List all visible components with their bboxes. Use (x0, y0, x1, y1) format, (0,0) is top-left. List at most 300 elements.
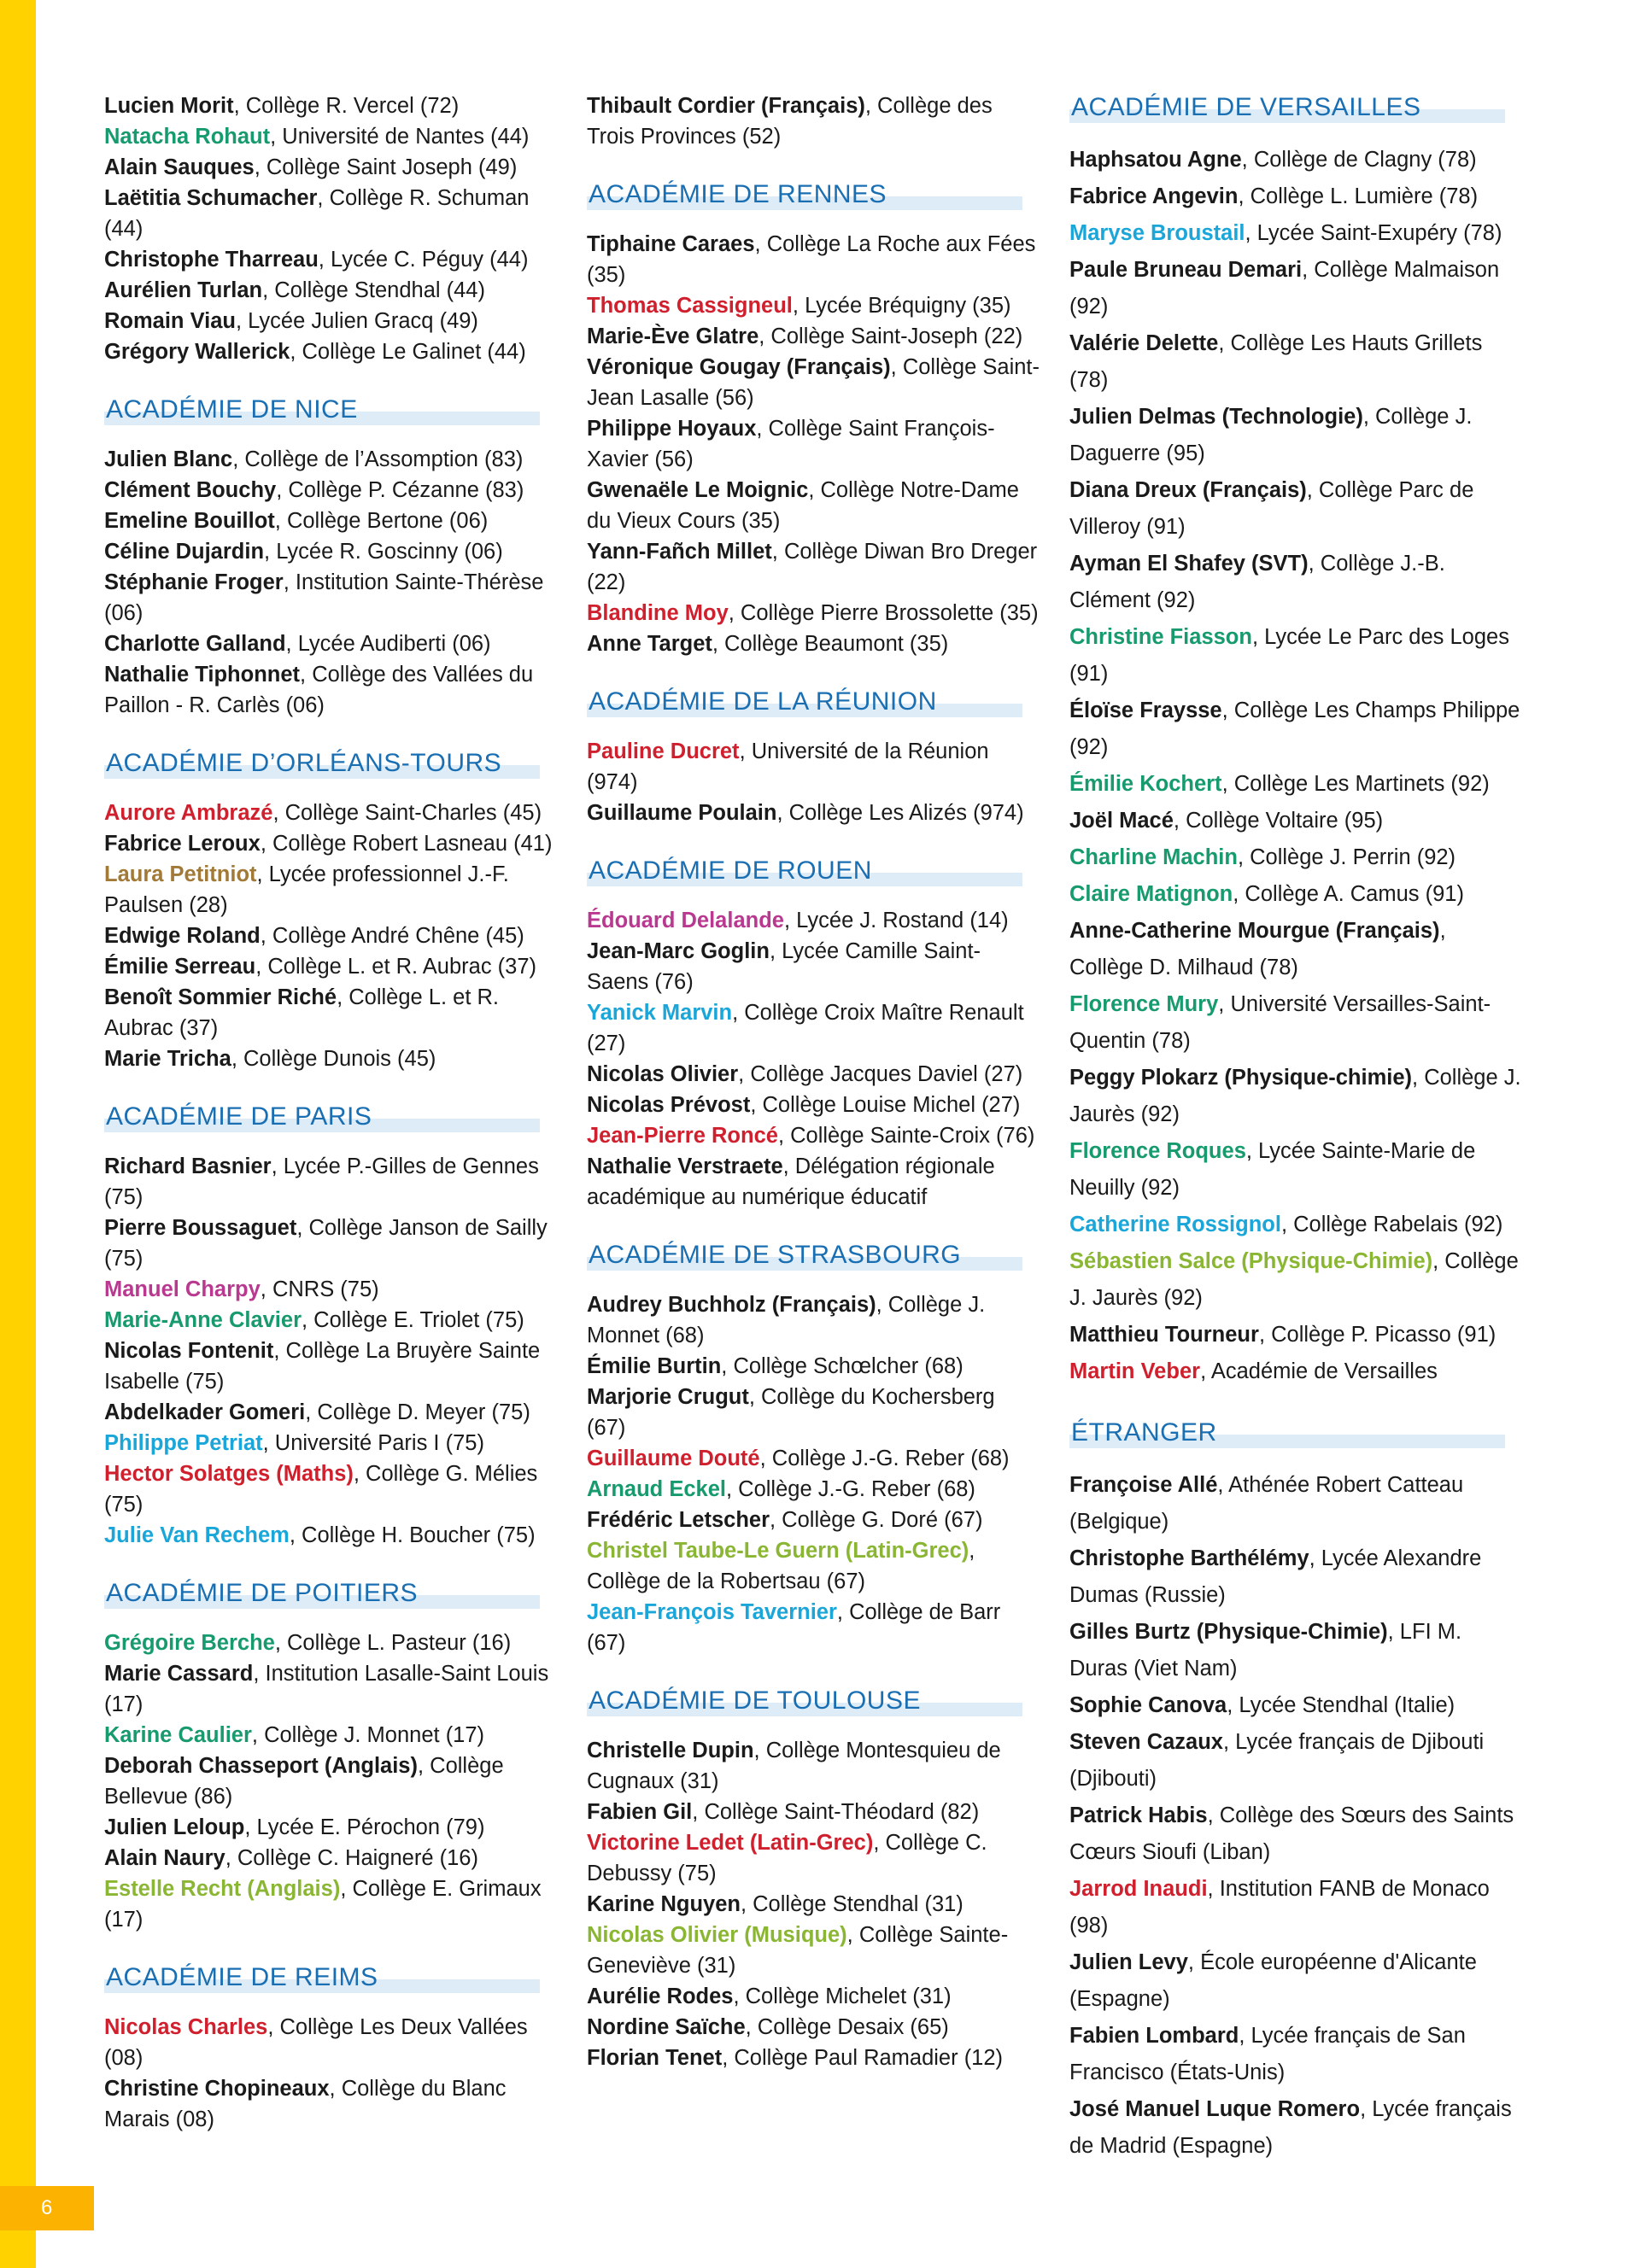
contributor-affiliation: , Collège J.-B. Clément (92) (1069, 552, 1445, 612)
contributor-entry (104, 444, 557, 475)
contributor-name: Christine Fiasson (1069, 625, 1252, 649)
contributor-affiliation: , Collège Robert Lasneau (41) (260, 832, 553, 856)
contributor-affiliation: , Lycée R. Goscinny (06) (264, 540, 503, 564)
contributor-entry (104, 628, 557, 659)
contributor-name: Karine Caulier (104, 1723, 252, 1747)
academy-section (104, 1576, 557, 1935)
contributor-entry (104, 506, 557, 536)
contributor-affiliation: , Lycée Bréquigny (35) (792, 294, 1011, 318)
contributor-entry (1069, 1467, 1522, 1540)
contributor-affiliation: , Université de Nantes (44) (270, 125, 530, 149)
contributor-name: Aurore Ambrazé (104, 801, 273, 825)
contributor-affiliation: , Collège J. Jaurès (92) (1069, 1249, 1519, 1310)
contributor-affiliation: , Collège Bellevue (86) (104, 1754, 504, 1809)
contributor-entry (1069, 619, 1522, 693)
contributor-affiliation: , Collège D. Milhaud (78) (1069, 919, 1446, 979)
section-heading (1069, 1416, 1522, 1450)
contributor-entry (104, 536, 557, 567)
contributor-name: Nathalie Tiphonnet (104, 663, 301, 687)
contributor-affiliation: , Institution Lasalle-Saint Louis (17) (104, 1662, 549, 1716)
contributor-entry (104, 2012, 557, 2073)
contributor-name: Richard Basnier (104, 1154, 272, 1178)
contributor-name: Florence Roques (1069, 1139, 1246, 1163)
contributor-affiliation: , Université Paris I (75) (262, 1431, 484, 1455)
academy-section (587, 1238, 1040, 1658)
section-heading (104, 746, 557, 780)
contributor-name: Catherine Rossignol (1069, 1213, 1281, 1236)
contributor-affiliation: , CNRS (75) (260, 1277, 379, 1301)
contributor-name: Diana Dreux (Français) (1069, 478, 1307, 502)
contributor-entry (587, 352, 1040, 413)
contributor-entry (104, 828, 557, 859)
contributor-affiliation: , LFI M. Duras (Viet Nam) (1069, 1620, 1462, 1681)
contributor-name: Natacha Rohaut (104, 125, 271, 149)
contributor-entry (587, 1351, 1040, 1382)
contributor-name: Éloïse Fraysse (1069, 699, 1222, 722)
contributor-entry (104, 1305, 557, 1336)
contributor-entry (104, 275, 557, 306)
contributor-entry (587, 1289, 1040, 1351)
contributor-name: Pauline Ducret (587, 739, 740, 763)
contributor-entry (1069, 986, 1522, 1060)
contributor-entry (104, 1458, 557, 1520)
contributor-affiliation: , Collège Les Alizés (974) (776, 801, 1024, 825)
contributor-entry (587, 413, 1040, 475)
section-heading (587, 1684, 1040, 1718)
contributor-affiliation: , Université de la Réunion (974) (587, 739, 989, 794)
contributor-name: Gwenaële Le Moignic (587, 478, 809, 502)
contributor-affiliation: , Collège Bertone (06) (274, 509, 489, 533)
contributor-name: Arnaud Eckel (587, 1477, 726, 1501)
contributor-name: Charlotte Galland (104, 632, 286, 656)
contributor-name: Haphsatou Agne (1069, 148, 1242, 172)
academy-section (587, 1684, 1040, 2073)
contributor-entry (587, 1597, 1040, 1658)
contributor-entry (104, 1397, 557, 1428)
contributor-name: Tiphaine Caraes (587, 232, 755, 256)
contributor-affiliation: , Collège du Blanc Marais (08) (104, 2077, 507, 2131)
contributor-entry (104, 1213, 557, 1274)
contributor-entry (587, 905, 1040, 936)
contributor-name: José Manuel Luque Romero (1069, 2097, 1361, 2121)
contributor-affiliation: , Collège Stendhal (31) (740, 1892, 964, 1916)
contributor-entry (587, 598, 1040, 628)
contributor-name: Peggy Plokarz (Physique-chimie) (1069, 1066, 1413, 1090)
academy-section (587, 685, 1040, 828)
contributor-entry (587, 798, 1040, 828)
contributor-affiliation: , Collège P. Picasso (91) (1258, 1323, 1496, 1347)
contributor-name: Yanick Marvin (587, 1001, 733, 1025)
contributor-entry (1069, 325, 1522, 399)
contributor-entry (1069, 1243, 1522, 1317)
contributor-name: Christine Chopineaux (104, 2077, 330, 2101)
contributor-name: Jean-François Tavernier (587, 1600, 837, 1624)
contributor-name: Lucien Morit (104, 94, 234, 118)
contributor-entry (587, 229, 1040, 290)
contributor-affiliation: , Collège Saint Joseph (49) (254, 155, 518, 179)
contributor-affiliation: , Collège Les Hauts Grillets (78) (1069, 331, 1483, 392)
contributor-affiliation: , Collège Les Deux Vallées (08) (104, 2015, 528, 2070)
contributor-entry (1069, 766, 1522, 803)
contributor-entry (587, 1505, 1040, 1535)
contributor-affiliation: , Collège R. Schuman (44) (104, 186, 530, 241)
section-heading (104, 1576, 557, 1610)
contributor-entry (1069, 1871, 1522, 1944)
contributor-name: Florence Mury (1069, 992, 1219, 1016)
contributor-entry (1069, 2018, 1522, 2091)
section-title: ACADÉMIE D’ORLÉANS-TOURS (106, 749, 502, 777)
contributor-entry (1069, 913, 1522, 986)
contributor-name: Nicolas Prévost (587, 1093, 751, 1117)
contributor-name: Émilie Serreau (104, 955, 256, 979)
contributor-entry (104, 1812, 557, 1843)
contributor-name: Manuel Charpy (104, 1277, 261, 1301)
contributor-affiliation: , Collège Beaumont (35) (712, 632, 949, 656)
contributor-name: Laëtitia Schumacher (104, 186, 318, 210)
contributor-name: Fabrice Angevin (1069, 184, 1239, 208)
contributor-name: Emeline Bouillot (104, 509, 275, 533)
contributor-name: Guillaume Poulain (587, 801, 777, 825)
section-heading (104, 393, 557, 427)
contributor-name: Blandine Moy (587, 601, 729, 625)
contributor-affiliation: , Collège C. Debussy (75) (587, 1831, 987, 1885)
contributor-entry (587, 290, 1040, 321)
contributor-entry (587, 1120, 1040, 1151)
contributor-affiliation: , Collège La Bruyère Sainte Isabelle (75) (104, 1339, 541, 1394)
section-title: ACADÉMIE DE TOULOUSE (589, 1686, 921, 1715)
contributor-name: Gilles Burtz (Physique-Chimie) (1069, 1620, 1388, 1644)
contributor-name: Nordine Saïche (587, 2015, 746, 2039)
contributor-name: Hector Solatges (Maths) (104, 1462, 354, 1486)
contributor-entry (104, 1151, 557, 1213)
section-heading (1069, 91, 1522, 125)
contributor-entry (104, 475, 557, 506)
academy-section (587, 91, 1040, 152)
section-title: ACADÉMIE DE RENNES (589, 180, 887, 208)
contributor-name: Julien Levy (1069, 1950, 1188, 1974)
contributor-name: Fabien Lombard (1069, 2024, 1239, 2048)
academy-section (587, 854, 1040, 1213)
contributor-affiliation: , Athénée Robert Catteau (Belgique) (1069, 1473, 1464, 1534)
contributor-name: Christophe Barthélémy (1069, 1546, 1309, 1570)
contributor-name: Grégoire Berche (104, 1631, 275, 1655)
contributor-affiliation: , Lycée Julien Gracq (49) (235, 309, 478, 333)
academy-section (1069, 91, 1522, 1390)
contributor-name: Philippe Hoyaux (587, 417, 757, 441)
section-title: ACADÉMIE DE VERSAILLES (1071, 93, 1421, 121)
contributor-entry (1069, 1944, 1522, 2018)
contributor-entry (1069, 178, 1522, 215)
contributor-entry (1069, 1353, 1522, 1390)
contributor-name: Anne Target (587, 632, 712, 656)
contributor-affiliation: , Lycée Le Parc des Loges (91) (1069, 625, 1509, 686)
contributor-name: Julie Van Rechem (104, 1523, 290, 1547)
contributor-entry (104, 2073, 557, 2135)
contributor-affiliation: , Lycée J. Rostand (14) (783, 909, 1009, 932)
contributor-name: Nicolas Fontenit (104, 1339, 274, 1363)
contributor-entry (104, 1751, 557, 1812)
contributor-entry (587, 1443, 1040, 1474)
section-heading (587, 685, 1040, 719)
contributor-entry (104, 152, 557, 183)
contributor-name: Aurélien Turlan (104, 278, 263, 302)
contributor-name: Véronique Gougay (Français) (587, 355, 891, 379)
contributor-name: Patrick Habis (1069, 1803, 1208, 1827)
contributor-affiliation: , Institution FANB de Monaco (98) (1069, 1877, 1490, 1938)
contributor-name: Deborah Chasseport (Anglais) (104, 1754, 418, 1778)
contributor-entry (587, 1474, 1040, 1505)
contributor-affiliation: , Collège Diwan Bro Dreger (22) (587, 540, 1038, 594)
contributor-entry (104, 951, 557, 982)
contributor-affiliation: , Collège L. Lumière (78) (1238, 184, 1479, 208)
contributor-name: Fabrice Leroux (104, 832, 261, 856)
contributor-entry (1069, 142, 1522, 178)
contributor-name: Julien Blanc (104, 447, 233, 471)
contributor-name: Edwige Roland (104, 924, 261, 948)
contributor-name: Julien Delmas (Technologie) (1069, 405, 1363, 429)
contributor-affiliation: , Lycée Sainte-Marie de Neuilly (92) (1069, 1139, 1476, 1200)
contributor-affiliation: , Collège Janson de Sailly (75) (104, 1216, 548, 1271)
contributor-entry (104, 798, 557, 828)
section-heading (104, 1961, 557, 1995)
contributor-affiliation: , Collège Le Galinet (44) (290, 340, 526, 364)
contributor-entry (104, 306, 557, 336)
contributor-affiliation: , Collège J. Monnet (68) (587, 1293, 986, 1347)
contributor-entry (1069, 803, 1522, 839)
contributor-affiliation: , Collège G. Doré (67) (770, 1508, 983, 1532)
contributor-affiliation: , Collège de l’Assomption (83) (232, 447, 524, 471)
contributor-entry (104, 1658, 557, 1720)
contributor-affiliation: , École européenne d'Alicante (Espagne) (1069, 1950, 1477, 2011)
section-title: ÉTRANGER (1071, 1418, 1217, 1447)
section-title: ACADÉMIE DE LA RÉUNION (589, 687, 937, 716)
contributor-name: Marie-Ève Glatre (587, 324, 759, 348)
contributor-affiliation: , Collège Michelet (31) (733, 1984, 952, 2008)
contributor-entry (587, 1920, 1040, 1981)
contributor-affiliation: , Lycée C. Péguy (44) (318, 248, 529, 272)
contributor-affiliation: , Université Versailles-Saint-Quentin (78) (1069, 992, 1491, 1053)
contributor-affiliation: , Lycée E. Pérochon (79) (244, 1815, 485, 1839)
contributor-entry (587, 1889, 1040, 1920)
contributor-affiliation: , Collège André Chêne (45) (260, 924, 524, 948)
contributor-entry (104, 1043, 557, 1074)
contributor-name: Alain Naury (104, 1846, 226, 1870)
contributor-name: Sophie Canova (1069, 1693, 1227, 1717)
contributor-entry (1069, 252, 1522, 325)
contributor-affiliation: , Collège J. Daguerre (95) (1069, 405, 1473, 465)
contributor-entry (587, 628, 1040, 659)
contributor-affiliation: , Collège R. Vercel (72) (233, 94, 460, 118)
contributor-affiliation: , Collège Les Martinets (92) (1221, 772, 1490, 796)
contributor-affiliation: , Lycée Stendhal (Italie) (1227, 1693, 1456, 1717)
contributor-affiliation: , Collège de la Robertsau (67) (587, 1539, 975, 1593)
section-title: ACADÉMIE DE STRASBOURG (589, 1241, 962, 1269)
contributor-affiliation: , Collège Desaix (65) (745, 2015, 949, 2039)
contributor-affiliation: , Lycée Alexandre Dumas (Russie) (1069, 1546, 1482, 1607)
contributor-entry (1069, 1724, 1522, 1797)
contributor-affiliation: , Collège E. Triolet (75) (302, 1308, 524, 1332)
contributor-entry (1069, 1317, 1522, 1353)
contributor-name: Nathalie Verstraete (587, 1154, 783, 1178)
contributor-entry (104, 1628, 557, 1658)
contributor-entry (587, 91, 1040, 152)
contributor-entry (587, 1797, 1040, 1827)
contributor-affiliation: , Lycée français de Djibouti (Djibouti) (1069, 1730, 1485, 1791)
contributor-name: Jean-Marc Goglin (587, 939, 770, 963)
contributor-entry (104, 1720, 557, 1751)
contributor-name: Grégory Wallerick (104, 340, 290, 364)
contributor-name: Céline Dujardin (104, 540, 265, 564)
contributor-entry (587, 1535, 1040, 1597)
contributor-name: Victorine Ledet (Latin-Grec) (587, 1831, 874, 1855)
contributor-name: Abdelkader Gomeri (104, 1400, 306, 1424)
contributor-entry (587, 1382, 1040, 1443)
contributor-affiliation: , Collège Stendhal (44) (262, 278, 485, 302)
contributor-name: Claire Matignon (1069, 882, 1233, 906)
contributor-entry (1069, 1614, 1522, 1687)
contributor-name: Jarrod Inaudi (1069, 1877, 1208, 1901)
contributor-name: Julien Leloup (104, 1815, 245, 1839)
contributor-affiliation: , Collège Pierre Brossolette (35) (728, 601, 1039, 625)
contributor-name: Marie Tricha (104, 1047, 231, 1071)
contributor-entry (104, 121, 557, 152)
contributor-entry (1069, 693, 1522, 766)
contributor-name: Édouard Delalande (587, 909, 784, 932)
contributor-affiliation: , Délégation régionale académique au numérique éducatif (587, 1154, 995, 1209)
contributor-entry (587, 536, 1040, 598)
yellow-side-bar (0, 0, 36, 2268)
contributor-entry (587, 1981, 1040, 2012)
section-heading (587, 178, 1040, 212)
contributor-affiliation: , Lycée français de Madrid (Espagne) (1069, 2097, 1512, 2158)
academy-section (587, 178, 1040, 659)
contributor-affiliation: , Collège J.-G. Reber (68) (759, 1447, 1010, 1470)
contributor-affiliation: , Collège Saint-Joseph (22) (758, 324, 1023, 348)
contributor-affiliation: , Collège Rabelais (92) (1280, 1213, 1503, 1236)
contributor-name: Émilie Kochert (1069, 772, 1222, 796)
contributor-name: Matthieu Tourneur (1069, 1323, 1259, 1347)
contributor-name: Christelle Dupin (587, 1739, 754, 1762)
contributor-entry (104, 567, 557, 628)
contributor-name: Sébastien Salce (Physique-Chimie) (1069, 1249, 1433, 1273)
contributor-name: Ayman El Shafey (SVT) (1069, 552, 1309, 576)
contributor-affiliation: , Lycée Saint-Exupéry (78) (1245, 221, 1502, 245)
contributor-affiliation: , Collège Jacques Daviel (27) (738, 1062, 1023, 1086)
contributor-affiliation: , Académie de Versailles (1200, 1359, 1438, 1383)
contributor-affiliation: , Collège de Barr (67) (587, 1600, 1001, 1655)
contributor-affiliation: , Collège Paul Ramadier (12) (722, 2046, 1004, 2070)
section-title: ACADÉMIE DE ROUEN (589, 856, 872, 885)
column-2 (587, 91, 1040, 2073)
contributor-name: Marie Cassard (104, 1662, 254, 1686)
contributor-affiliation: , Collège Sainte-Croix (76) (777, 1124, 1035, 1148)
column-1 (104, 91, 557, 2135)
contributor-entry (587, 1827, 1040, 1889)
contributor-entry (104, 1274, 557, 1305)
academy-section (1069, 1416, 1522, 2165)
contributor-affiliation: , Collège J. Jaurès (92) (1069, 1066, 1521, 1126)
contributor-affiliation: , Collège Montesquieu de Cugnaux (31) (587, 1739, 1001, 1793)
contributor-name: Aurélie Rodes (587, 1984, 734, 2008)
contributor-affiliation: , Collège Croix Maître Renault (27) (587, 1001, 1024, 1055)
contributor-name: Maryse Broustail (1069, 221, 1245, 245)
contributor-entry (104, 1843, 557, 1873)
contributor-entry (1069, 1540, 1522, 1614)
contributor-name: Marie-Anne Clavier (104, 1308, 302, 1332)
contributor-affiliation: , Collège Voltaire (95) (1173, 809, 1384, 833)
contributor-name: Karine Nguyen (587, 1892, 741, 1916)
contributor-name: Alain Sauques (104, 155, 255, 179)
contributor-name: Charline Machin (1069, 845, 1238, 869)
section-title: ACADÉMIE DE PARIS (106, 1102, 372, 1131)
contributor-entry (104, 921, 557, 951)
contributor-entry (104, 859, 557, 921)
contributor-affiliation: , Collège Dunois (45) (231, 1047, 436, 1071)
contributor-entry (587, 475, 1040, 536)
section-heading (587, 854, 1040, 888)
contributor-affiliation: , Lycée P.-Gilles de Gennes (75) (104, 1154, 539, 1209)
contributor-entry (104, 659, 557, 721)
contributor-entry (104, 982, 557, 1043)
contributor-affiliation: , Collège E. Grimaux (17) (104, 1877, 542, 1932)
contributor-affiliation: , Collège D. Meyer (75) (305, 1400, 530, 1424)
contributor-name: Jean-Pierre Roncé (587, 1124, 778, 1148)
contributor-affiliation: , Collège Schœlcher (68) (721, 1354, 964, 1378)
contributor-entry (1069, 399, 1522, 472)
contributor-name: Yann-Fañch Millet (587, 540, 772, 564)
contributor-affiliation: , Collège des Sœurs des Saints Cœurs Sioufi (Liban) (1069, 1803, 1514, 1864)
contributor-affiliation: , Collège Saint François-Xavier (56) (587, 417, 995, 471)
contributor-entry (1069, 839, 1522, 876)
contributor-entry (104, 336, 557, 367)
contributor-name: Nicolas Olivier (587, 1062, 739, 1086)
contributor-name: Philippe Petriat (104, 1431, 263, 1455)
contributor-entry (587, 2012, 1040, 2043)
contributor-affiliation: , Collège L. et R. Aubrac (37) (255, 955, 537, 979)
contributor-entry (1069, 1207, 1522, 1243)
contributor-entry (1069, 1797, 1522, 1871)
contributor-affiliation: , Collège J. Monnet (17) (251, 1723, 485, 1747)
contributor-entry (104, 1336, 557, 1397)
contributor-name: Frédéric Letscher (587, 1508, 770, 1532)
contributor-name: Thomas Cassigneul (587, 294, 793, 318)
contributor-entry (587, 936, 1040, 997)
contributor-entry (1069, 2091, 1522, 2165)
contributor-entry (1069, 546, 1522, 619)
contributor-affiliation: , Collège Notre-Dame du Vieux Cours (35) (587, 478, 1019, 533)
contributor-affiliation: , Lycée Camille Saint-Saens (76) (587, 939, 981, 994)
contributor-affiliation: , Collège L. Pasteur (16) (274, 1631, 512, 1655)
contributor-affiliation: , Collège L. et R. Aubrac (37) (104, 985, 499, 1040)
contributor-entry (587, 1059, 1040, 1090)
contributor-name: Audrey Buchholz (Français) (587, 1293, 876, 1317)
contributor-entry (1069, 876, 1522, 913)
contributor-entry (1069, 1133, 1522, 1207)
contributor-name: Fabien Gil (587, 1800, 693, 1824)
contributor-entry (587, 1735, 1040, 1797)
contributor-affiliation: , Collège J. Perrin (92) (1237, 845, 1456, 869)
contributor-name: Anne-Catherine Mourgue (Français) (1069, 919, 1440, 943)
contributor-name: Valérie Delette (1069, 331, 1219, 355)
contributor-affiliation: , Collège La Roche aux Fées (35) (587, 232, 1036, 287)
academy-section (104, 393, 557, 721)
contributor-name: Guillaume Douté (587, 1447, 760, 1470)
contributor-name: Paule Bruneau Demari (1069, 258, 1303, 282)
contributor-affiliation: , Collège des Trois Provinces (52) (587, 94, 993, 149)
section-heading (587, 1238, 1040, 1272)
contributor-name: Romain Viau (104, 309, 236, 333)
contributor-affiliation: , Collège des Vallées du Paillon - R. Carlès (06) (104, 663, 534, 717)
